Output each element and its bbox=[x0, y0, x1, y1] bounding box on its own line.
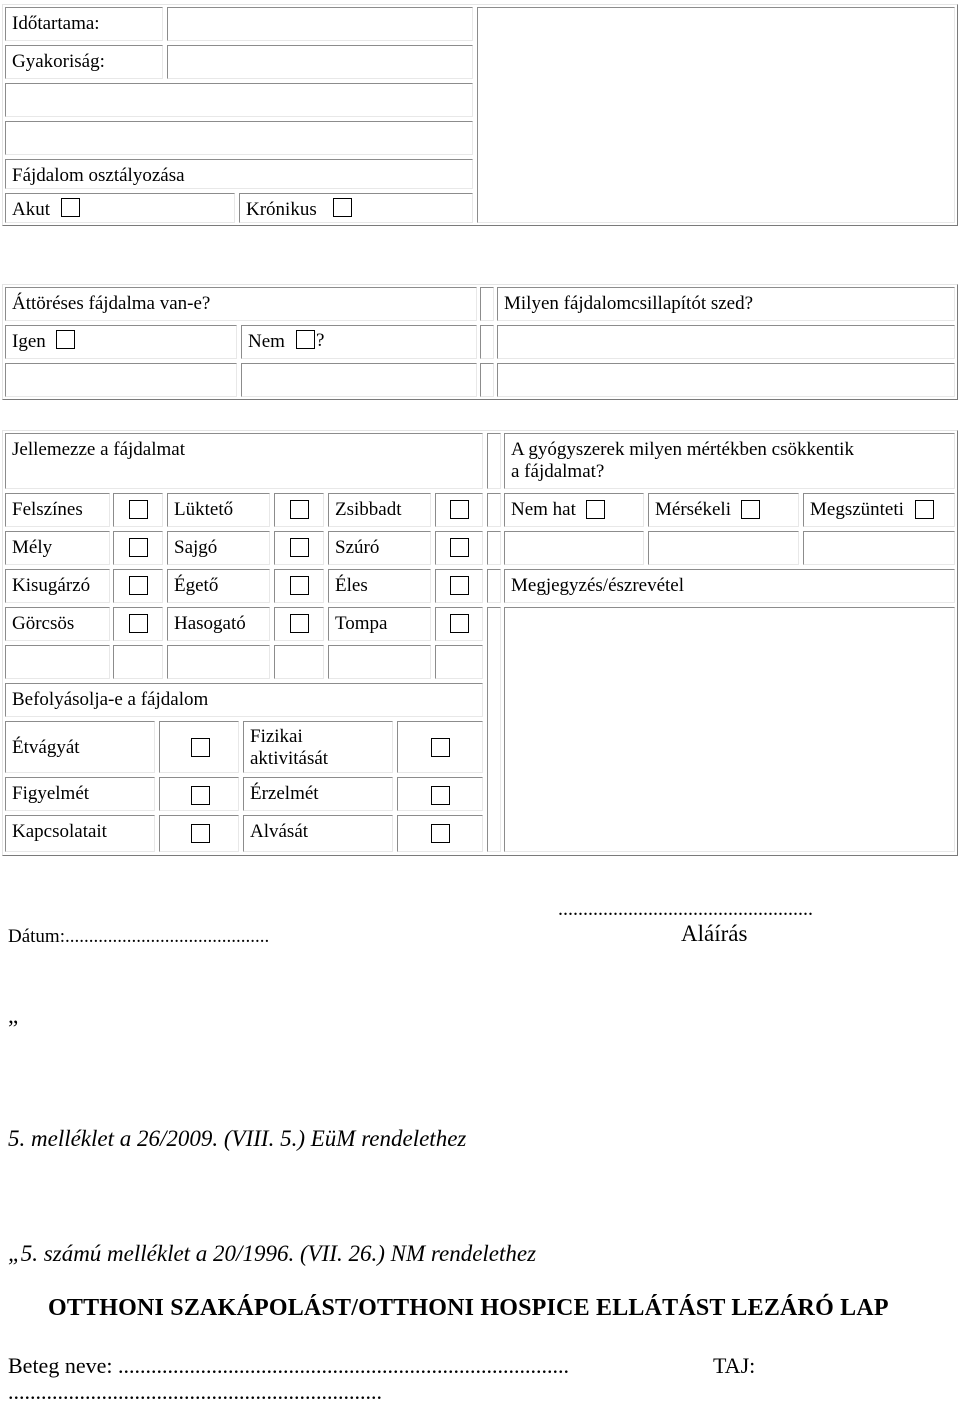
char-label: Felszínes bbox=[12, 499, 83, 520]
sleep-checkbox[interactable] bbox=[431, 824, 450, 843]
classification-label: Fájdalom osztályozása bbox=[12, 165, 185, 186]
yes-cell bbox=[5, 325, 237, 359]
char-label: Hasogató bbox=[174, 613, 246, 634]
form-title: OTTHONI SZAKÁPOLÁST/OTTHONI HOSPICE ELLÁTÁST LEZÁRÓ LAP bbox=[48, 1295, 889, 1321]
frequency-input[interactable] bbox=[167, 45, 473, 79]
gap-cell-3 bbox=[480, 363, 494, 397]
relations-label: Kapcsolatait bbox=[12, 821, 107, 842]
effect-input-3[interactable] bbox=[803, 531, 955, 565]
chronic-label: Krónikus bbox=[246, 199, 317, 220]
effect-input-2[interactable] bbox=[648, 531, 799, 565]
characteristics-header-cell bbox=[5, 433, 483, 489]
blank-cell[interactable] bbox=[274, 645, 324, 679]
char-cell-eles bbox=[328, 569, 431, 603]
char-label: Kisugárzó bbox=[12, 575, 91, 596]
frequency-label-cell bbox=[5, 45, 163, 79]
analgesic-input-1[interactable] bbox=[497, 325, 955, 359]
chronic-cell bbox=[239, 193, 473, 223]
duration-input[interactable] bbox=[167, 7, 473, 41]
gap-cell-1 bbox=[480, 287, 494, 321]
breakthrough-blank-2[interactable] bbox=[241, 363, 477, 397]
influence-header-cell bbox=[5, 683, 483, 717]
yes-label: Igen bbox=[12, 331, 46, 352]
char-label: Zsibbadt bbox=[335, 499, 402, 520]
chronic-checkbox[interactable] bbox=[333, 198, 352, 217]
gap-cell bbox=[487, 607, 501, 852]
effect-question-cell bbox=[504, 433, 955, 489]
kisugarzo-checkbox[interactable] bbox=[129, 576, 148, 595]
duration-label-cell bbox=[5, 7, 163, 41]
char-cell-tompa bbox=[328, 607, 431, 641]
gap-cell bbox=[487, 531, 501, 565]
char-cell-sajgo bbox=[167, 531, 270, 565]
frequency-label: Gyakoriság: bbox=[12, 51, 105, 72]
gap-cell bbox=[487, 569, 501, 603]
no-checkbox[interactable] bbox=[296, 330, 315, 349]
duration-label: Időtartama: bbox=[12, 13, 100, 34]
annex-5-1996-heading: „5. számú melléklet a 20/1996. (VII. 26.) NM rendelethez bbox=[8, 1241, 537, 1266]
tompa-checkbox[interactable] bbox=[450, 614, 469, 633]
blank-cell[interactable] bbox=[5, 645, 110, 679]
blank-cell[interactable] bbox=[167, 645, 270, 679]
yes-checkbox[interactable] bbox=[56, 330, 75, 349]
no-cell bbox=[241, 325, 477, 359]
szuro-checkbox[interactable] bbox=[450, 538, 469, 557]
char-label: Görcsös bbox=[12, 613, 75, 634]
appetite-cell bbox=[5, 721, 155, 773]
blank-cell[interactable] bbox=[328, 645, 431, 679]
blank-cell[interactable] bbox=[113, 645, 163, 679]
moderate-cell bbox=[648, 493, 799, 527]
eliminates-label: Megszünteti bbox=[810, 499, 904, 520]
patient-name-field[interactable]: Beteg neve: .................................................................................. bbox=[8, 1353, 569, 1378]
sleep-cell bbox=[243, 815, 393, 852]
char-label: Éles bbox=[335, 575, 368, 596]
characteristics-header: Jellemezze a fájdalmat bbox=[12, 439, 186, 460]
breakthrough-question-cell bbox=[5, 287, 477, 321]
char-cell-felszines bbox=[5, 493, 110, 527]
signature-label: Aláírás bbox=[681, 921, 748, 946]
zsibbadt-checkbox[interactable] bbox=[450, 500, 469, 519]
char-cell-mely bbox=[5, 531, 110, 565]
emotions-cell bbox=[243, 777, 393, 811]
acute-label: Akut bbox=[12, 199, 50, 220]
hasogato-checkbox[interactable] bbox=[290, 614, 309, 633]
acute-checkbox[interactable] bbox=[61, 198, 80, 217]
char-cell-zsibbadt bbox=[328, 493, 431, 527]
appetite-label: Étvágyát bbox=[12, 737, 80, 758]
mely-checkbox[interactable] bbox=[129, 538, 148, 557]
blank-cell[interactable] bbox=[435, 645, 483, 679]
moderate-label: Mérsékeli bbox=[655, 499, 731, 520]
char-cell-szuro bbox=[328, 531, 431, 565]
side-notes-cell[interactable] bbox=[477, 7, 955, 223]
egeto-checkbox[interactable] bbox=[290, 576, 309, 595]
no-label: Nem bbox=[248, 331, 285, 352]
taj-label: TAJ: bbox=[713, 1353, 756, 1378]
char-label: Égető bbox=[174, 575, 219, 596]
moderate-checkbox[interactable] bbox=[741, 500, 760, 519]
relations-cell bbox=[5, 815, 155, 852]
breakthrough-blank-1[interactable] bbox=[5, 363, 237, 397]
effect-question-line1: A gyógyszerek milyen mértékben csökkentik bbox=[511, 439, 854, 460]
appetite-checkbox[interactable] bbox=[191, 738, 210, 757]
gap-cell-2 bbox=[480, 325, 494, 359]
char-label: Sajgó bbox=[174, 537, 218, 558]
physical-checkbox[interactable] bbox=[431, 738, 450, 757]
char-cell-egeto bbox=[167, 569, 270, 603]
closing-quote: „ bbox=[8, 1003, 19, 1028]
gorcsos-checkbox[interactable] bbox=[129, 614, 148, 633]
blank-row-1[interactable] bbox=[5, 83, 473, 117]
analgesic-question-cell bbox=[497, 287, 955, 321]
remark-label-cell bbox=[504, 569, 955, 603]
attention-checkbox[interactable] bbox=[191, 786, 210, 805]
attention-cell bbox=[5, 777, 155, 811]
effect-question-line2: a fájdalmat? bbox=[511, 461, 605, 482]
char-cell-hasogato bbox=[167, 607, 270, 641]
analgesic-input-2[interactable] bbox=[497, 363, 955, 397]
gap-cell bbox=[487, 493, 501, 527]
emotions-label: Érzelmét bbox=[250, 783, 319, 804]
breakthrough-question: Áttöréses fájdalma van-e? bbox=[12, 293, 211, 314]
char-label: Mély bbox=[12, 537, 53, 558]
eles-checkbox[interactable] bbox=[450, 576, 469, 595]
char-cell-gorcsos bbox=[5, 607, 110, 641]
relations-checkbox[interactable] bbox=[191, 824, 210, 843]
no-suffix: ? bbox=[316, 330, 325, 351]
char-cell-luktető bbox=[167, 493, 270, 527]
physical-label-line2: aktivitását bbox=[250, 748, 329, 769]
no-effect-cell bbox=[504, 493, 644, 527]
classification-cell bbox=[5, 159, 473, 189]
remark-input[interactable] bbox=[504, 607, 955, 852]
physical-label-line1: Fizikai bbox=[250, 726, 303, 747]
date-field[interactable]: Dátum:........................................... bbox=[8, 926, 270, 947]
felszines-checkbox[interactable] bbox=[129, 500, 148, 519]
taj-field[interactable]: .................................................................... bbox=[8, 1379, 382, 1404]
sajgo-checkbox[interactable] bbox=[290, 538, 309, 557]
annex-5-heading: 5. melléklet a 26/2009. (VIII. 5.) EüM rendelethez bbox=[8, 1126, 467, 1151]
influence-header: Befolyásolja-e a fájdalom bbox=[12, 689, 209, 710]
char-label: Tompa bbox=[335, 613, 388, 634]
eliminates-checkbox[interactable] bbox=[915, 500, 934, 519]
sleep-label: Alvását bbox=[250, 821, 309, 842]
char-cell-kisugarzo bbox=[5, 569, 110, 603]
char-label: Lüktető bbox=[174, 499, 234, 520]
analgesic-question: Milyen fájdalomcsillapítót szed? bbox=[504, 293, 754, 314]
emotions-checkbox[interactable] bbox=[431, 786, 450, 805]
remark-label: Megjegyzés/észrevétel bbox=[511, 575, 685, 596]
acute-cell bbox=[5, 193, 235, 223]
signature-dots[interactable]: ................................................... bbox=[558, 898, 813, 920]
effect-input-1[interactable] bbox=[504, 531, 644, 565]
no-effect-label: Nem hat bbox=[511, 499, 576, 520]
lukteto-checkbox[interactable] bbox=[290, 500, 309, 519]
char-label: Szúró bbox=[335, 537, 380, 558]
attention-label: Figyelmét bbox=[12, 783, 90, 804]
gap-cell-4 bbox=[487, 433, 501, 489]
no-effect-checkbox[interactable] bbox=[586, 500, 605, 519]
physical-cell bbox=[243, 721, 393, 773]
blank-row-2[interactable] bbox=[5, 121, 473, 155]
